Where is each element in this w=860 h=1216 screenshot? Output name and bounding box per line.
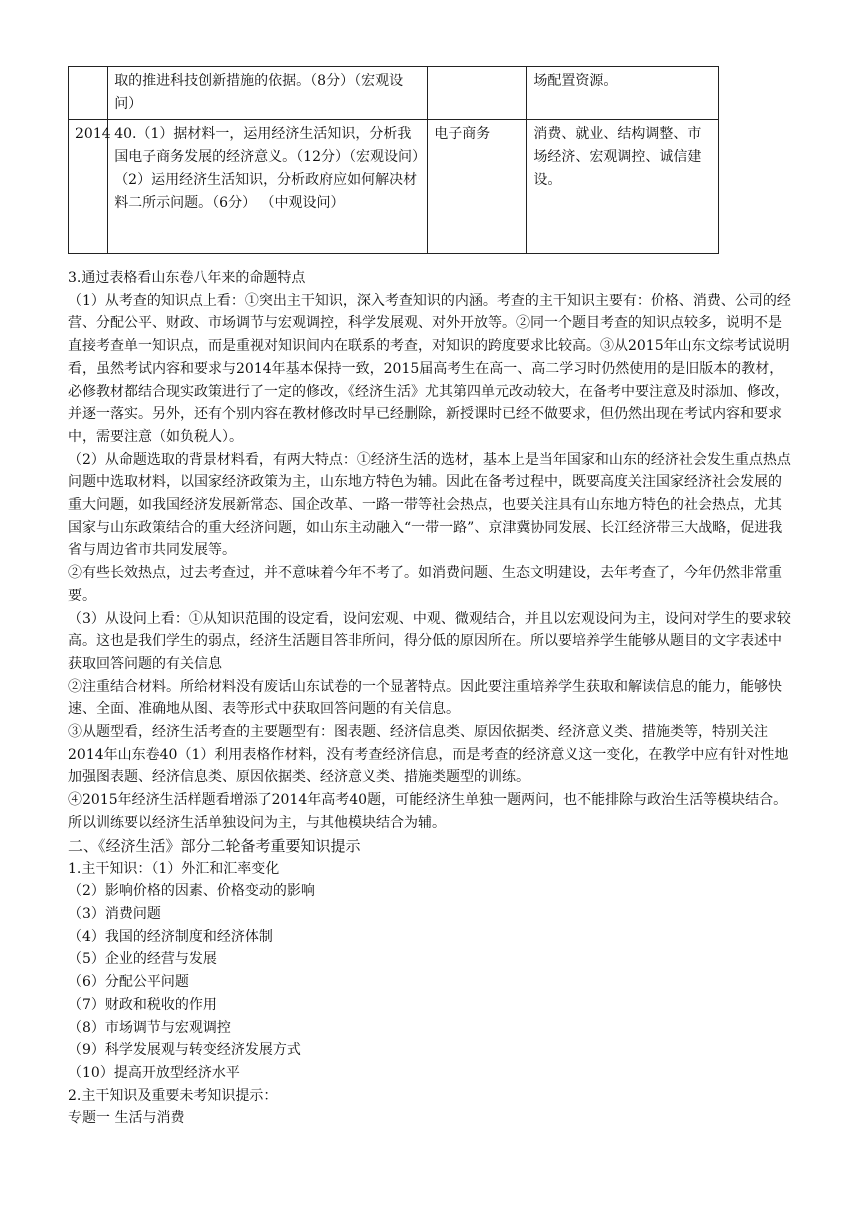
exam-table: [68, 66, 719, 254]
subheading: 2.主干知识及重要未考知识提示：: [68, 1087, 278, 1104]
paragraph: （3）从设问上看：①从知识范围的设定看，设问宏观、中观、微观结合，并且以宏观设问为主，设问对学生的要求较高。这也是我们学生的弱点，经济生活题目答非所问，得分低的原因所在。所以要培养学生能够从题目的文字表述中获取回答问题的有关信息: [68, 610, 791, 672]
question-text: （2）运用经济生活知识，分析政府应如何解决材料二所示问题。（6分） （中观设问）: [114, 172, 418, 211]
material-cell: 电子商务: [428, 120, 527, 254]
list-item: （9）科学发展观与转变经济发展方式: [68, 1042, 301, 1059]
list-item: （7）财政和税收的作用: [68, 996, 217, 1013]
year-cell: 2014: [69, 120, 108, 254]
list-item: （8）市场调节与宏观调控: [68, 1019, 231, 1036]
question-cell: [108, 67, 428, 120]
part-title: 二、《经济生活》部分二轮备考重要知识提示: [68, 836, 361, 855]
paragraph: ④2015年经济生活样题看增添了2014年高考40题，可能经济生单独一题两问，也不能排除与政治生活等模块结合。所以训练要以经济生活单独设问为主，与其他模块结合为辅。: [68, 792, 788, 831]
question-cell: [108, 120, 428, 254]
material-cell: [428, 67, 527, 120]
paragraph: ③从题型看，经济生活考查的主要题型有：图表题、经济信息类、原因依据类、经济意义类、措施类等，特别关注2014年山东卷40（1）利用表格作材料，没有考查经济信息，而是考查的经济意义这一变化，在教学中应有针对性地加强图表题、经济信息类、原因依据类、经济意义类、措施类题型的训练。: [68, 724, 789, 786]
knowledge-cell: 消费、就业、结构调整、市场经济、宏观调控、诚信建设。: [527, 120, 719, 254]
body-text: [68, 267, 792, 1130]
paragraph: ②有些长效热点，过去考查过，并不意味着今年不考了。如消费问题、生态文明建设，去年考查了，今年仍然非常重要。: [68, 565, 782, 604]
year-cell: [69, 67, 108, 120]
knowledge-cell: 场配置资源。: [527, 67, 719, 120]
paragraph: （2）从命题选取的背景材料看，有两大特点：①经济生活的选材，基本上是当年国家和山东的经济社会发生重点热点问题中选取材料，以国家经济政策为主，山东地方特色为辅。因此在备考过程中，既要高度关注国家经济社会发展的重大问题，如我国经济发展新常态、国企改革、一路一带等社会热点，也要关注具有山东地方特色的社会热点，尤其国家与山东政策结合的重大经济问题，如山东主动融入“一带一路”、京津冀协同发展、长江经济带三大战略，促进我省与周边省市共同发展等。: [68, 451, 791, 559]
topic-heading: 专题一 生活与消费: [68, 1110, 185, 1127]
question-text: 40.（1）据材料一，运用经济生活知识，分析我国电子商务发展的经济意义。（12分）（宏观设问）: [114, 126, 427, 165]
paragraph: ②注重结合材料。所给材料没有废话山东试卷的一个显著特点。因此要注重培养学生获取和解读信息的能力，能够快速、全面、准确地从图、表等形式中获取回答问题的有关信息。: [68, 678, 782, 718]
section-heading: 3.通过表格看山东卷八年来的命题特点: [68, 270, 306, 286]
paragraph: （1）从考查的知识点上看：①突出主干知识，深入考查知识的内涵。考查的主干知识主要有：价格、消费、公司的经营、分配公平、财政、市场调节与宏观调控，科学发展观、对外开放等。②同一个题目考查的知识点较多，说明不是直接考查单一知识点，而是重视对知识间内在联系的考查，对知识的跨度要求比较高。③从2015年山东文综考试说明看，虽然考试内容和要求与2014年基本保持一致，2015届高考生在高一、高二学习时仍然使用的是旧版本的教材，必修教材都结合现实政策进行了一定的修改，《经济生活》尤其第四单元改动较大，在备考中要注意及时添加、修改，并逐一落实。另外，还有个别内容在教材修改时早已经删除，新授课时已经不做要求，但仍然出现在考试内容和要求中，需要注意（如负税人）。: [68, 292, 791, 445]
question-text: 取的推进科技创新措施的依据。（8分）（宏观设问）: [114, 73, 404, 112]
list-item: （4）我国的经济制度和经济体制: [68, 928, 273, 945]
subheading: 1.主干知识：（1）外汇和汇率变化: [68, 860, 280, 877]
list-item: （3）消费问题: [68, 905, 161, 922]
table-row: [69, 67, 719, 120]
table-row: [69, 120, 719, 254]
list-item: （2）影响价格的因素、价格变动的影响: [68, 883, 315, 900]
list-item: （5）企业的经营与发展: [68, 951, 217, 968]
list-item: （6）分配公平问题: [68, 974, 189, 991]
list-item: （10）提高开放型经济水平: [68, 1064, 240, 1081]
